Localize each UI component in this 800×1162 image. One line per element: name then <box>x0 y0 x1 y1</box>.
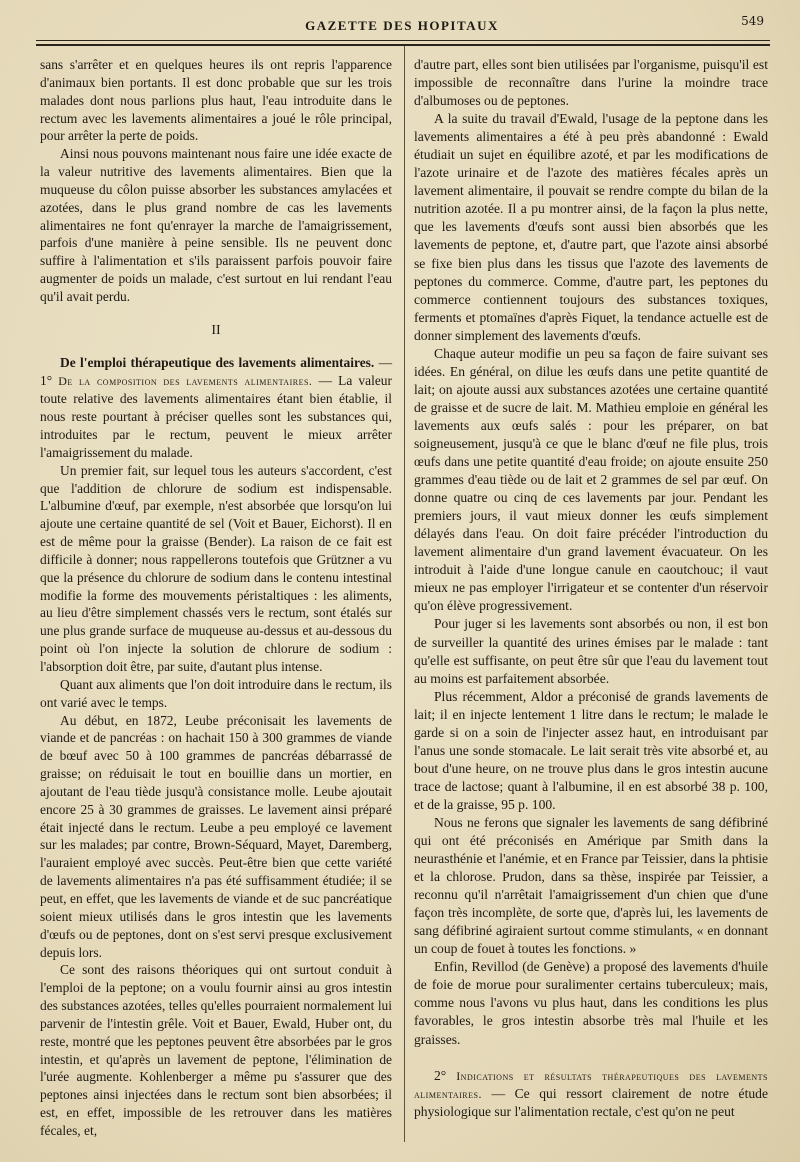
subsection-number: 2° <box>434 1067 447 1083</box>
column-divider <box>404 46 405 1142</box>
subsection-heading-paragraph: 2° Indications et résultats thérapeutiques des lavements alimentaires. — Ce qui ressort clairement de notre étude physiologique sur l'alimentation rectale, c'est qu'on ne peut <box>414 1067 768 1119</box>
header-rule-thin <box>36 40 770 41</box>
paragraph: Enfin, Revillod (de Genève) a proposé des lavements d'huile de foie de morue pour suralimenter certains tuberculeux; mais, comme nous l'avons vu plus haut, dans les conditions les plus favorables, le gros intestin absorbe très mal l'huile et les graisses. <box>414 959 768 1047</box>
page-number: 549 <box>741 14 764 28</box>
paragraph: Ce sont des raisons théoriques qui ont surtout conduit à l'emploi de la peptone; on a voulu fournir ainsi au gros intestin des substances azotées, telles qu'elles pourraient normalement lui parvenir de l'intestin grêle. Voit et Bauer, Ewald, Huber ont, du reste, montré que les peptones peuvent être absorbées par le gros intestin, et qu'après un lavement de peptone, l'élimination de l'urée augmente. Kohlenberger a même pu s'assurer que des peptones ainsi injectées dans le rectum sont bien absorbées; il est, en effet, impossible de les retrouver dans les matières fécales, et, <box>40 962 392 1138</box>
header-rule-thick <box>36 44 770 46</box>
paragraph-text: Ce qui ressort clairement de notre étude physiologique sur l'alimentation rectale, c'est qu'on ne peut <box>414 1085 768 1119</box>
section-title: De l'emploi thérapeutique des lavements alimentaires. <box>60 354 375 370</box>
page-header <box>40 14 764 36</box>
spacer <box>414 1049 768 1067</box>
paragraph: A la suite du travail d'Ewald, l'usage de la peptone dans les lavements alimentaires a été à peu près abandonné : Ewald étudiait un sujet en équilibre azoté, et par les modifications de l'azote urinaire et de l'azote des matières fécales après un lavement alimentaire, il pouvait se rendre compte du bilan de la nutrition azotée. Il a pu montrer ainsi, de la façon la plus nette, que les lavements d'œufs sont aussi bien absorbés que les lavements de peptone, et, d'autre part, que l'azote ainsi absorbé se fixe bien plus dans les tissus que l'azote des lavements de peptones du commerce. Comme, d'autre part, les peptones du commerce contiennent toujours des substances toxiques, ferments et ptomaïnes d'après Fiquet, la tendance actuelle est de donner simplement des lavements d'œufs. <box>414 111 768 343</box>
paragraph: sans s'arrêter et en quelques heures ils ont repris l'apparence d'animaux bien portants. Il est donc probable que sur les trois malades dont nous parlions plus haut, l'eau introduite dans le rectum avec les lavements alimentaires a joué le rôle principal, pour arrêter la perte de poids. <box>40 57 392 144</box>
paragraph: d'autre part, elles sont bien utilisées par l'organisme, puisqu'il est impossible de reconnaître dans l'urine la moindre trace d'albumoses ou de peptones. <box>414 57 768 109</box>
subsection-number: 1° <box>40 372 53 388</box>
paragraph: Nous ne ferons que signaler les lavements de sang défibriné qui ont été préconisés en Amérique par Smith dans la neurasthénie et l'anémie, et en France par Teissier, dans la phtisie et la chlorose. Prudon, dans sa thèse, inspirée par Teissier, a reconnu qu'il n'arrêtait l'amaigrissement d'un chien que d'une façon très incomplète, de sorte que, d'après lui, les lavements de sang défibriné agiraient surtout comme stimulants, « en donnant un coup de fouet à toutes les fonctions. » <box>414 814 769 957</box>
subsection-title: De la composition des lavements alimentaires. <box>58 373 313 388</box>
paragraph: Quant aux aliments que l'on doit introduire dans le rectum, ils ont varié avec le temps. <box>40 676 392 710</box>
paragraph: Chaque auteur modifie un peu sa façon de faire suivant ses idées. En général, on dilue les œufs dans une petite quantité de lait; on ajoute aussi aux substances azotées une certaine quantité de graisse et de sucre de lait. M. Mathieu emploie en général les lavements aux œufs salés : pour les préparer, on bat soigneusement, jusqu'à ce que le blanc d'œuf ne file plus, trois œufs dans une petite quantité d'eau froide; on ajoute ensuite 250 grammes d'eau tiède ou de lait et 2 grammes de sel par œuf. On donne quatre ou cinq de ces lavements par jour. Pendant les premiers jours, il vaut mieux donner les œufs simplement délayés dans l'eau. On doit faire précéder l'introduction du lavement alimentaire d'un grand lavement évacuateur. On les introduit à l'aide d'une longue canule en caoutchouc; il vaut mieux ne pas employer l'irrigateur et se contenter d'un réservoir qu'on élève progressivement. <box>414 345 768 614</box>
paragraph: Pour juger si les lavements sont absorbés ou non, il est bon de surveiller la quantité des urines émises par le malade : tant qu'elle est suffisante, on peut être sûr que l'eau du lavement tout au moins est parfaitement absorbée. <box>414 616 768 686</box>
section-number: II <box>211 322 221 338</box>
paragraph: Un premier fait, sur lequel tous les auteurs s'accordent, c'est que l'addition de chlorure de sodium est indispensable. L'albumine d'œuf, par exemple, n'est absorbée que lorsqu'on lui ajoute une certaine quantité de sel (Voit et Bauer, Eichorst). Il en est de même pour la graisse (Bender). La raison de ce fait est difficile à donner; nous rappellerons toutefois que Grützner a vu que la présence du chlorure de sodium dans le contenu intestinal modifie la forme des mouvements péristaltiques : les aliments, au lieu d'être simplement chassés vers le rectum, sont étalés sur une plus grande surface de muqueuse au-dessus et au-dessous du point où l'on injecte la solution de chlorure de sodium : l'absorption doit être, par suite, d'autant plus intense. <box>40 462 392 674</box>
right-column <box>414 56 768 1121</box>
paragraph: Ainsi nous pouvons maintenant nous faire une idée exacte de la valeur nutritive des lavements alimentaires. Bien que la muqueuse du côlon puisse absorber les substances amylacées et azotées, dans le plus grand nombre de cas les lavements alimentaires ne font qu'enrayer la marche de l'amaigrissement, parfois d'une manière à peine sensible. Ils ne peuvent donc suffire à l'alimentation et s'ils paraissent parfois pouvoir faire augmenter de poids un malade, c'est surtout en lui rendant l'eau qu'il avait perdu. <box>40 146 392 304</box>
left-column <box>40 56 392 1140</box>
journal-title: GAZETTE DES HOPITAUX <box>305 18 499 33</box>
section-heading-paragraph: De l'emploi thérapeutique des lavements alimentaires. — 1° De la composition des lavements alimentaires. — La valeur toute relative des lavements alimentaires étant bien établie, il nous reste pourtant à préciser quelles sont les substances qui, introduites par le rectum, peuvent le mieux arrêter l'amaigrissement du malade. <box>40 354 393 460</box>
paragraph: Plus récemment, Aldor a préconisé de grands lavements de lait; il en injecte lentement 1 litre dans le rectum; le malade le garde si on a soin de l'injecter assez haut, en introduisant par l'anus une sonde stomacale. Le lait serait très vite absorbé et, au bout d'une heure, on ne trouve plus dans le gros intestin aucune trace de lactose; quant à l'albumine, il en est absorbé 38 p. 100, et de la graisse, 95 p. 100. <box>414 688 768 812</box>
paragraph: Au début, en 1872, Leube préconisait les lavements de viande et de pancréas : on hachait 150 à 300 grammes de viande de bœuf avec 50 à 100 grammes de pancréas débarrassé de graisse; on réduisait le tout en bouillie dans un mortier, en ajoutant de l'eau tiède jusqu'à consistance molle. Leube ajoutait encore 25 à 30 grammes de graisses. Le lavement ainsi préparé était injecté dans le rectum. Leube a peu employé ce lavement sur les malades; par contre, Brown-Séquard, Mayet, Daremberg, l'auraient employé avec succès. Peut-être bien que cette variété de lavements alimentaires n'a pas été suffisamment étudiée; il se peut, en effet, que les lavements de viande et de suc pancréatique soient mieux utilisés dans le gros intestin que les lavements d'œufs ou de peptones, dont on s'est servi presque exclusivement depuis lors. <box>40 712 392 960</box>
subsection-title: Indications et résultats thérapeutiques des lavements alimentaires. <box>414 1068 768 1101</box>
paragraph-text: La valeur toute relative des lavements alimentaires étant bien établie, il nous reste pourtant à préciser quelles sont les substances qui, introduites par le rectum, peuvent le mieux arrêter l'amaigrissement du malade. <box>40 372 392 460</box>
